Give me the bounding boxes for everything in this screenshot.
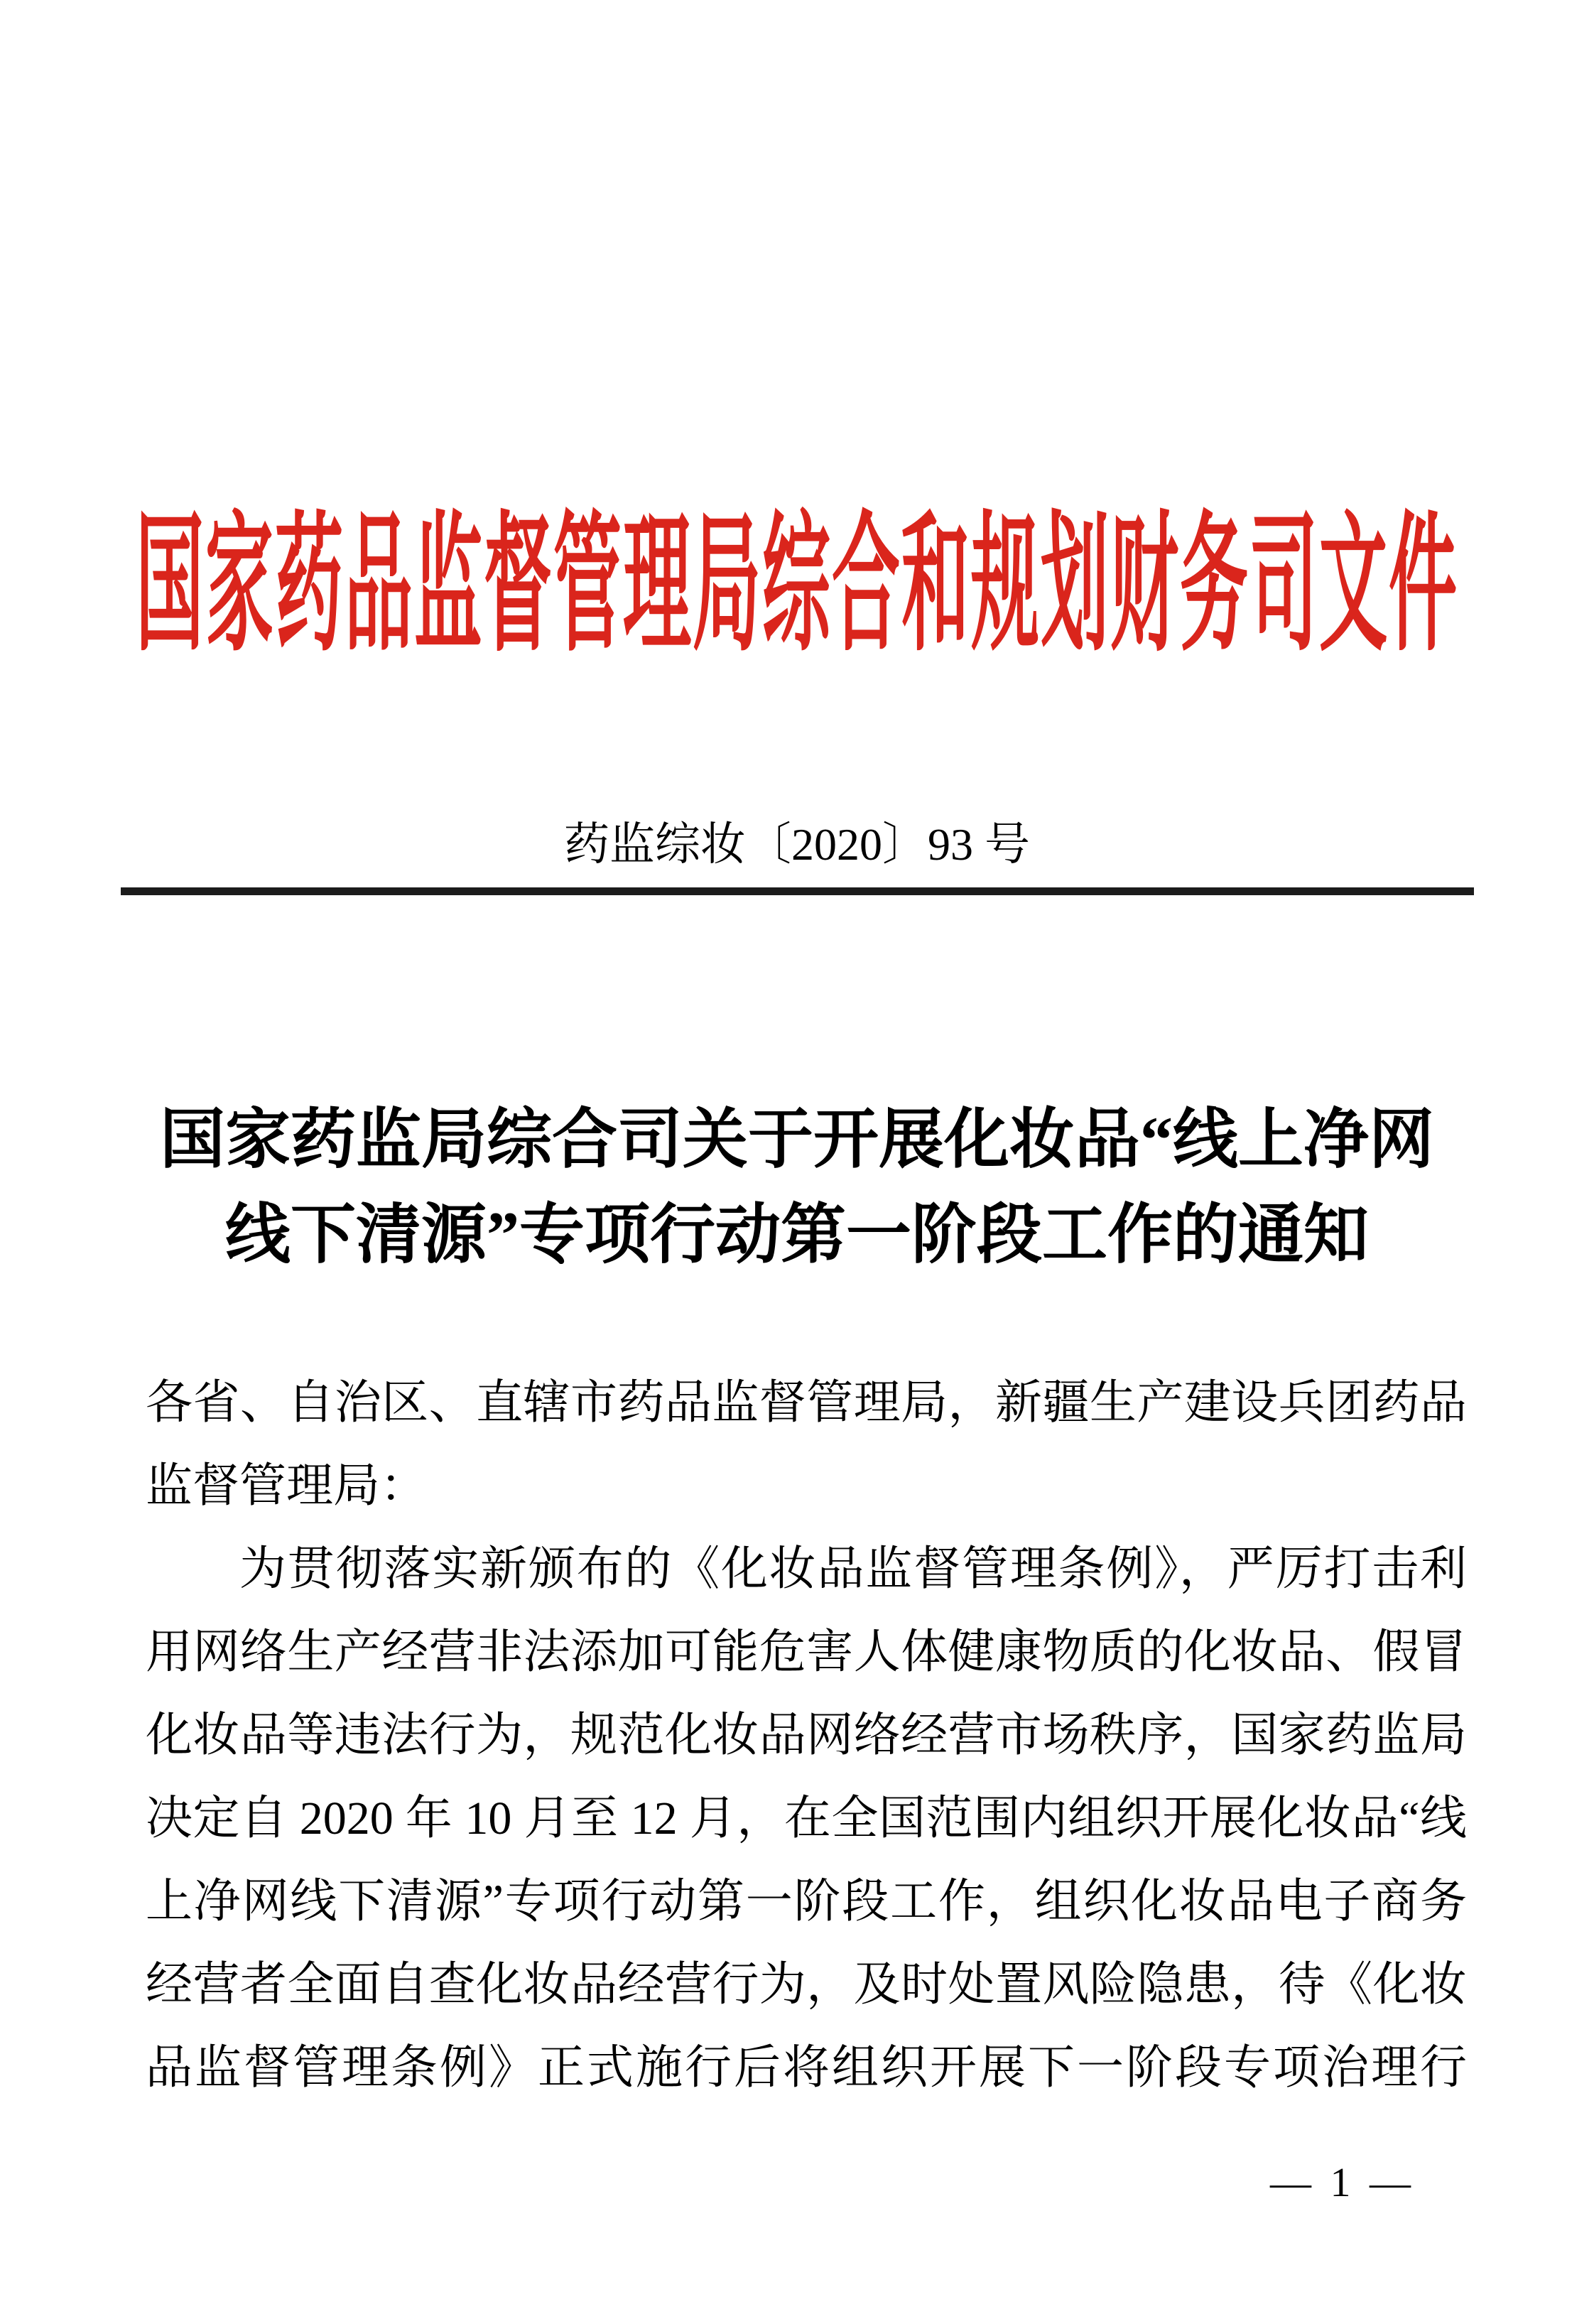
page-number: — 1 — [1270, 2159, 1415, 2205]
document-body [146, 1361, 1467, 2109]
header-separator-rule [121, 887, 1474, 895]
body-paragraph-line-5: 上净网线下清源”专项行动第一阶段工作，组织化妆品电子商务 [146, 1876, 1467, 1928]
document-title-line-1: 国家药监局综合司关于开展化妆品“线上净网 [159, 1103, 1434, 1176]
body-paragraph-line-2: 用网络生产经营非法添加可能危害人体健康物质的化妆品、假冒 [146, 1626, 1467, 1678]
body-paragraph-line-6: 经营者全面自查化妆品经营行为，及时处置风险隐患，待《化妆 [146, 1959, 1467, 2011]
body-paragraph-line-1: 为贯彻落实新颁布的《化妆品监督管理条例》，严厉打击利 [239, 1543, 1467, 1595]
body-paragraph-line-3: 化妆品等违法行为，规范化妆品网络经营市场秩序，国家药监局 [146, 1709, 1467, 1761]
body-paragraph-line-7: 品监督管理条例》正式施行后将组织开展下一阶段专项治理行 [146, 2042, 1467, 2094]
body-paragraph-line-4: 决定自 2020 年 10 月至 12 月，在全国范围内组织开展化妆品“线 [146, 1793, 1467, 1844]
addressee-line-2: 监督管理局： [146, 1460, 427, 1512]
addressee-line-1: 各省、自治区、直辖市药品监督管理局，新疆生产建设兵团药品 [146, 1377, 1467, 1429]
red-letterhead-title: 国家药品监督管理局综合和规划财务司文件 [136, 502, 1458, 669]
document-title-line-2: 线下清源”专项行动第一阶段工作的通知 [224, 1199, 1369, 1271]
document-title [0, 1092, 1594, 1282]
document-number: 药监综妆〔2020〕93 号 [564, 819, 1030, 870]
